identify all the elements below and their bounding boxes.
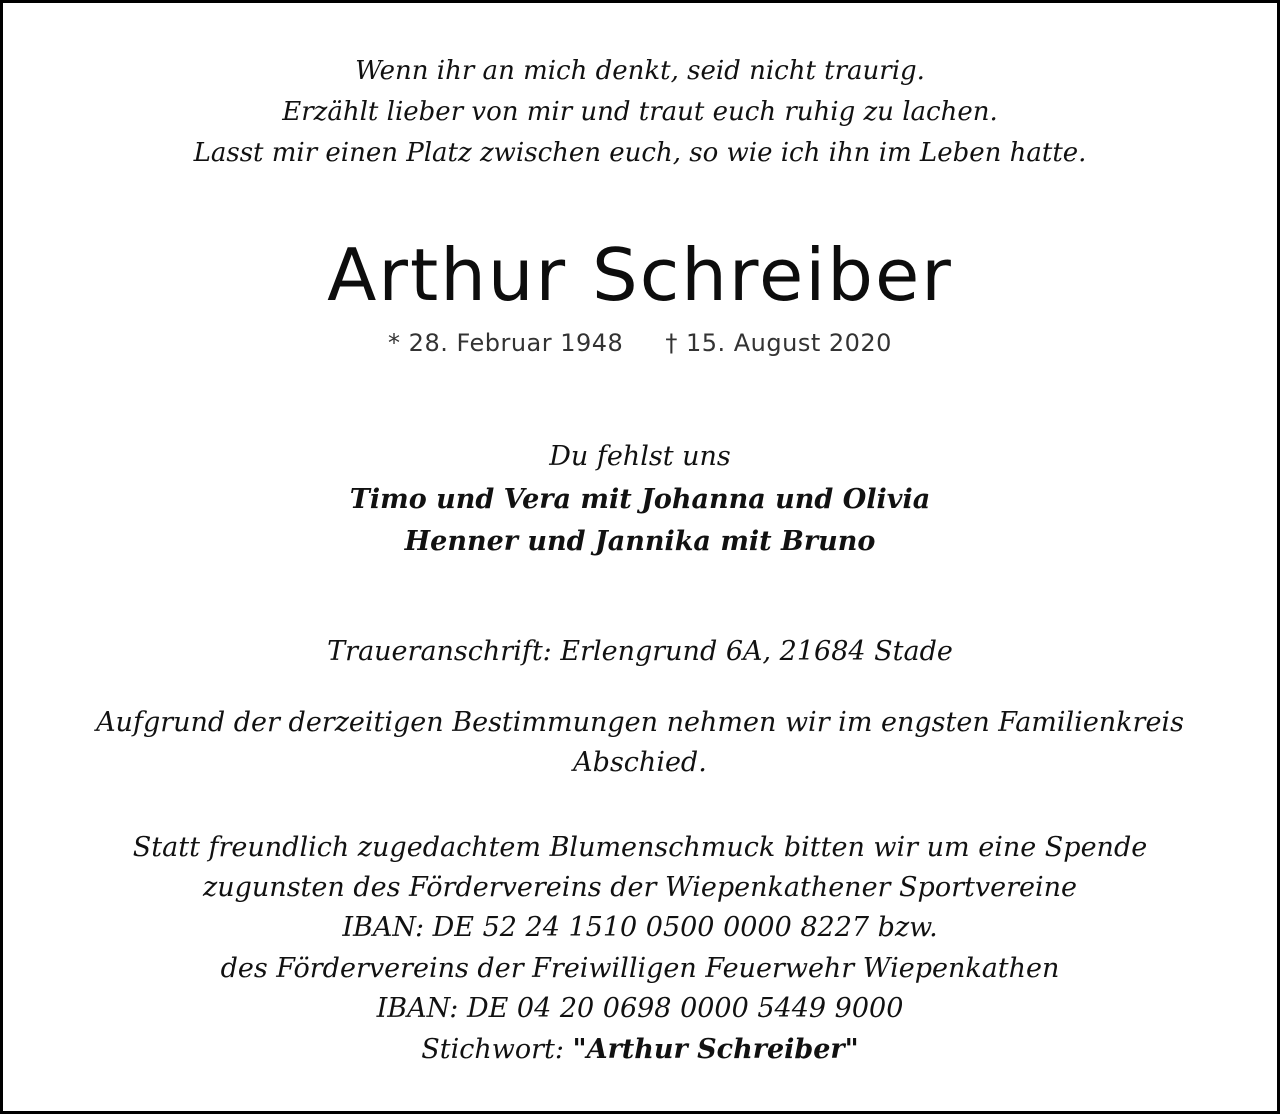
farewell-line: Aufgrund der derzeitigen Bestimmungen nehmen wir im engsten Familienkreis: [96, 707, 1184, 738]
life-dates: [3, 331, 1277, 355]
deceased-name: Arthur Schreiber: [327, 233, 953, 317]
iban-fire-brigade: IBAN: DE 04 20 0698 0000 5449 9000: [376, 993, 904, 1024]
iban-sports: IBAN: DE 52 24 1510 0500 0000 8227 bzw.: [342, 912, 938, 943]
poem-line: Lasst mir einen Platz zwischen euch, so wie ich ihn im Leben hatte.: [193, 138, 1087, 168]
donation-line: zugunsten des Fördervereins der Wiepenkathener Sportvereine: [203, 872, 1077, 903]
mourner-family: Henner und Jannika mit Bruno: [404, 526, 876, 557]
death-date: † 15. August 2020: [665, 329, 892, 357]
birth-date: * 28. Februar 1948: [388, 329, 624, 357]
mourner-family: Timo und Vera mit Johanna und Olivia: [349, 484, 931, 515]
mourners-intro: Du fehlst uns: [549, 441, 731, 472]
keyword-value: "Arthur Schreiber": [572, 1034, 859, 1065]
donation-keyword: [3, 1036, 1277, 1063]
mourning-address: Traueranschrift: Erlengrund 6A, 21684 Stade: [327, 636, 953, 667]
donation-line: Statt freundlich zugedachtem Blumenschmuck bitten wir um eine Spende: [132, 832, 1148, 863]
keyword-label: Stichwort:: [421, 1034, 573, 1065]
poem-line: Wenn ihr an mich denkt, seid nicht traurig.: [355, 56, 925, 86]
donation-line: des Fördervereins der Freiwilligen Feuerwehr Wiepenkathen: [220, 953, 1060, 984]
poem-line: Erzählt lieber von mir und traut euch ruhig zu lachen.: [282, 97, 998, 127]
farewell-line: Abschied.: [573, 747, 707, 778]
